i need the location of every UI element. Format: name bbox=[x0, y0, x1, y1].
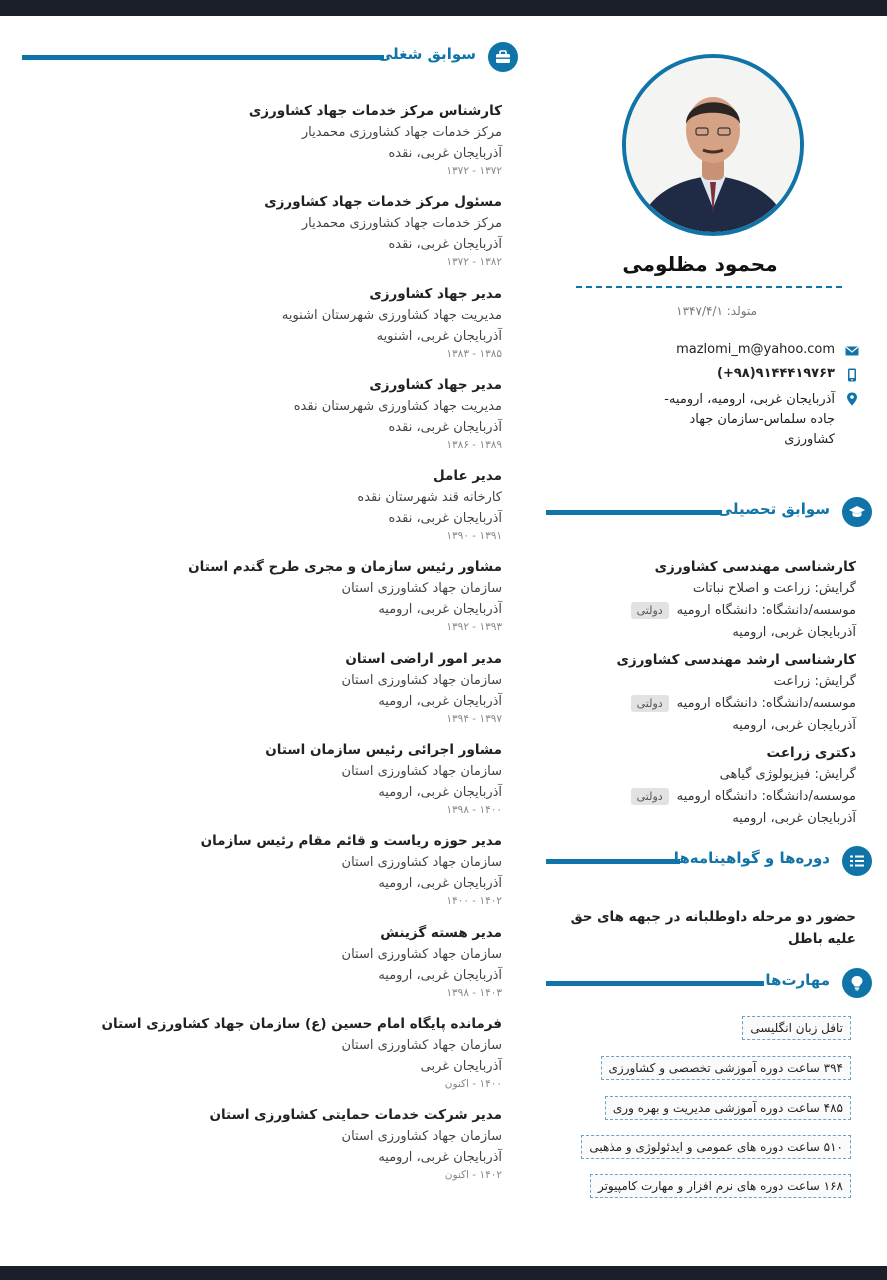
lightbulb-icon bbox=[842, 968, 872, 998]
job-location: آذربایجان غربی، اشنویه bbox=[376, 328, 502, 344]
education-entry bbox=[545, 556, 856, 649]
job-title: مدیر جهاد کشاورزی bbox=[369, 376, 502, 393]
job-entry bbox=[20, 100, 502, 191]
skill-badge: ۱۶۸ ساعت دوره های نرم افزار و مهارت کامپیوتر bbox=[590, 1174, 851, 1198]
job-org: مدیریت جهاد کشاورزی شهرستان اشنویه bbox=[281, 307, 502, 323]
job-location: آذربایجان غربی، ارومیه bbox=[378, 785, 502, 801]
section-bar bbox=[22, 55, 384, 60]
courses-section-header bbox=[546, 846, 872, 876]
job-entry bbox=[20, 922, 502, 1013]
address-text: آذربایجان غربی، ارومیه، ارومیه- جاده سلماس-سازمان جهاد کشاورزی bbox=[664, 392, 835, 447]
section-bar bbox=[546, 859, 680, 864]
job-entry bbox=[20, 465, 502, 556]
briefcase-icon bbox=[488, 42, 518, 72]
degree-title: دکتری زراعت bbox=[766, 745, 856, 761]
job-org: سازمان جهاد کشاورزی استان bbox=[341, 946, 502, 962]
birth-label: متولد: bbox=[726, 304, 757, 318]
job-org: سازمان جهاد کشاورزی استان bbox=[341, 855, 502, 871]
institution-name: موسسه/دانشگاه: دانشگاه ارومیه bbox=[676, 696, 856, 711]
job-org: سازمان جهاد کشاورزی استان bbox=[341, 1037, 502, 1053]
job-org: سازمان جهاد کشاورزی استان bbox=[341, 764, 502, 780]
job-dates: ۱۴۰۳ - ۱۳۹۸ bbox=[446, 986, 502, 999]
job-location: آذربایجان غربی، نقده bbox=[388, 237, 502, 253]
contact-email[interactable] bbox=[559, 342, 859, 358]
job-title: مدیر هسته گزینش bbox=[380, 924, 502, 941]
job-dates: ۱۳۹۳ - ۱۳۹۲ bbox=[446, 621, 502, 634]
skill-badge: ۳۹۴ ساعت دوره آموزشی تخصصی و کشاورزی bbox=[601, 1056, 851, 1080]
section-title: سوابق تحصیلی bbox=[717, 500, 830, 518]
job-org: سازمان جهاد کشاورزی استان bbox=[341, 1129, 502, 1145]
work-history-list bbox=[20, 100, 502, 1196]
job-entry bbox=[20, 283, 502, 374]
bottom-bar bbox=[0, 1266, 887, 1280]
job-entry bbox=[20, 739, 502, 830]
degree-field: گرایش: زراعت و اصلاح نباتات bbox=[692, 581, 856, 596]
education-location: آذربایجان غربی، ارومیه bbox=[732, 811, 856, 826]
birth-info bbox=[676, 304, 757, 318]
job-dates: ۱۳۹۷ - ۱۳۹۴ bbox=[446, 712, 502, 725]
job-org: مرکز خدمات جهاد کشاورزی محمدیار bbox=[301, 125, 502, 140]
job-org: کارخانه قند شهرستان نقده bbox=[357, 490, 502, 506]
job-title: مدیر حوزه ریاست و قائم مقام رئیس سازمان bbox=[200, 833, 502, 850]
map-pin-icon bbox=[845, 392, 859, 406]
job-dates: ۱۳۸۵ - ۱۳۸۳ bbox=[446, 347, 502, 360]
section-title: مهارت‌ها bbox=[765, 971, 830, 989]
phone-text[interactable]: (+۹۸)۹۱۴۴۴۱۹۷۶۳ bbox=[717, 366, 835, 381]
job-location: آذربایجان غربی، نقده bbox=[388, 419, 502, 435]
mobile-phone-icon bbox=[845, 368, 859, 382]
job-location: آذربایجان غربی bbox=[420, 1058, 502, 1074]
job-entry bbox=[20, 556, 502, 647]
job-title: مدیر جهاد کشاورزی bbox=[369, 285, 502, 302]
job-location: آذربایجان غربی، نقده bbox=[388, 146, 502, 161]
job-dates: ۱۴۰۲ - ۱۴۰۰ bbox=[446, 895, 502, 908]
contact-address bbox=[659, 390, 859, 450]
institution-row bbox=[545, 600, 856, 622]
work-section-header bbox=[22, 42, 518, 72]
institution-name: موسسه/دانشگاه: دانشگاه ارومیه bbox=[676, 603, 856, 618]
job-entry bbox=[20, 1104, 502, 1195]
degree-title: کارشناسی ارشد مهندسی کشاورزی bbox=[616, 652, 856, 668]
job-title: مدیر عامل bbox=[432, 468, 502, 485]
job-org: سازمان جهاد کشاورزی استان bbox=[341, 581, 502, 597]
section-title: سوابق شغلی bbox=[377, 45, 476, 63]
degree-title: کارشناسی مهندسی کشاورزی bbox=[654, 559, 856, 575]
education-location: آذربایجان غربی، ارومیه bbox=[732, 625, 856, 640]
job-title: مشاور اجرائی رئیس سازمان استان bbox=[265, 742, 502, 759]
job-entry bbox=[20, 830, 502, 921]
job-org: مدیریت جهاد کشاورزی شهرستان نقده bbox=[293, 398, 502, 414]
institution-type-badge: دولتی bbox=[631, 602, 669, 619]
contact-phone[interactable] bbox=[559, 366, 859, 382]
institution-type-badge: دولتی bbox=[631, 695, 669, 712]
job-title: فرمانده پایگاه امام حسین (ع) سازمان جهاد کشاورزی استان bbox=[101, 1015, 502, 1032]
education-location: آذربایجان غربی، ارومیه bbox=[732, 718, 856, 733]
list-icon bbox=[842, 846, 872, 876]
job-title: مسئول مرکز خدمات جهاد کشاورزی bbox=[264, 194, 502, 211]
profile-photo bbox=[622, 54, 804, 236]
job-entry bbox=[20, 648, 502, 739]
section-bar bbox=[546, 981, 764, 986]
job-location: آذربایجان غربی، ارومیه bbox=[378, 602, 502, 618]
resume-page bbox=[0, 16, 887, 1266]
course-item: حضور دو مرحله داوطلبانه در جبهه های حق علیه باطل bbox=[570, 909, 856, 947]
name-divider bbox=[576, 286, 842, 288]
job-location: آذربایجان غربی، ارومیه bbox=[378, 876, 502, 892]
job-org: مرکز خدمات جهاد کشاورزی محمدیار bbox=[301, 216, 502, 232]
education-entry bbox=[545, 649, 856, 742]
job-location: آذربایجان غربی، ارومیه bbox=[378, 967, 502, 983]
institution-row bbox=[545, 693, 856, 715]
job-location: آذربایجان غربی، ارومیه bbox=[378, 693, 502, 709]
job-title: مشاور رئیس سازمان و مجری طرح گندم استان bbox=[188, 559, 502, 576]
job-dates: ۱۴۰۰ - ۱۳۹۸ bbox=[446, 804, 502, 817]
degree-field: گرایش: زراعت bbox=[773, 674, 856, 689]
degree-field: گرایش: فیزیولوژی گیاهی bbox=[719, 767, 856, 782]
profile-name: محمود مظلومی bbox=[622, 252, 778, 276]
institution-type-badge: دولتی bbox=[631, 788, 669, 805]
skills-section-header bbox=[546, 968, 872, 998]
education-entry bbox=[545, 742, 856, 835]
email-text[interactable]: mazlomi_m@yahoo.com bbox=[676, 342, 835, 357]
job-dates: ۱۳۸۹ - ۱۳۸۶ bbox=[446, 438, 502, 451]
envelope-icon bbox=[845, 344, 859, 358]
section-bar bbox=[546, 510, 722, 515]
job-title: مدیر شرکت خدمات حمایتی کشاورزی استان bbox=[209, 1107, 502, 1124]
job-entry bbox=[20, 374, 502, 465]
skill-badge: ۵۱۰ ساعت دوره های عمومی و ایدئولوژی و مذهبی bbox=[581, 1135, 851, 1159]
job-dates: ۱۴۰۲ - اکنون bbox=[444, 1169, 502, 1182]
skill-badge: تافل زبان انگلیسی bbox=[742, 1016, 851, 1040]
education-section-header bbox=[546, 497, 872, 527]
job-entry bbox=[20, 1013, 502, 1104]
skill-badge: ۴۸۵ ساعت دوره آموزشی مدیریت و بهره وری bbox=[605, 1096, 851, 1120]
job-entry bbox=[20, 191, 502, 282]
section-title: دوره‌ها و گواهینامه‌ها bbox=[673, 849, 830, 867]
job-dates: ۱۳۹۱ - ۱۳۹۰ bbox=[446, 530, 502, 543]
job-location: آذربایجان غربی، نقده bbox=[388, 511, 502, 527]
graduation-cap-icon bbox=[842, 497, 872, 527]
job-location: آذربایجان غربی، ارومیه bbox=[378, 1150, 502, 1166]
job-title: مدیر امور اراضی استان bbox=[345, 650, 502, 667]
job-dates: ۱۴۰۰ - اکنون bbox=[444, 1077, 502, 1090]
job-title: کارشناس مرکز خدمات جهاد کشاورزی bbox=[248, 103, 502, 119]
job-dates: ۱۳۸۲ - ۱۳۷۲ bbox=[446, 256, 502, 269]
education-list bbox=[545, 556, 856, 835]
institution-row bbox=[545, 786, 856, 808]
job-org: سازمان جهاد کشاورزی استان bbox=[341, 672, 502, 688]
birth-date: ۱۳۴۷/۴/۱ bbox=[676, 304, 723, 318]
job-dates: ۱۳۷۲ - ۱۳۷۲ bbox=[446, 165, 502, 177]
institution-name: موسسه/دانشگاه: دانشگاه ارومیه bbox=[676, 789, 856, 804]
